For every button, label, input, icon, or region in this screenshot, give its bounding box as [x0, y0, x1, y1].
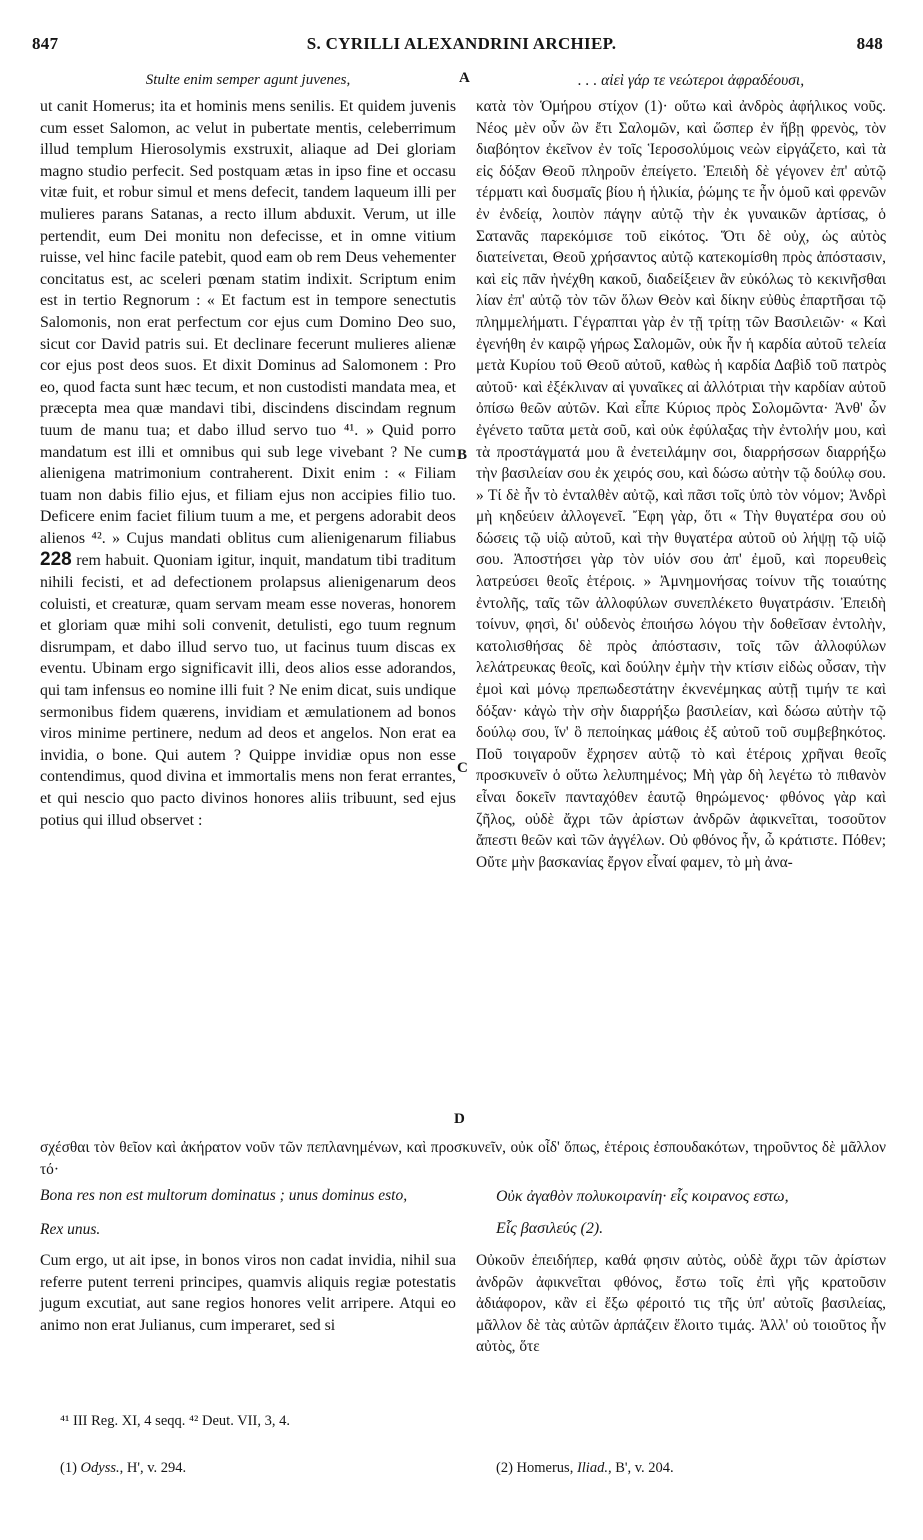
- margin-letter-a: A: [459, 70, 470, 86]
- latin-subheading: Bona res non est multorum dominatus ; unus dominus esto,: [40, 1187, 408, 1204]
- greek-subheading-2: Εἷς βασιλεύς (2).: [496, 1220, 604, 1237]
- greek-text-part-2: Οὐκοῦν ἐπειδήπερ, καθά φησιν αὐτὸς, οὐδὲ ἄχρι τῶν ἀρίστων ἀνδρῶν ἀφικνεῖται φθόνος, ἔστω τοῖς ἐπὶ γῆς κρατοῦσιν ἀδιάφορον, κἂν εἰ ἔξω φέροιτό τις τῆς ὑπ' αὐτοῖς βασιλείας, μᾶλλον δὲ τὰς αὐτῶν ἁρπάζειν ἕλοιτο τιμάς. Ἀλλ' οὐ τοιοῦτος ἦν αὐτὸς, ὅτε: [476, 1252, 886, 1356]
- running-title: S. CYRILLI ALEXANDRINI ARCHIEP.: [306, 34, 617, 53]
- margin-letter-d: D: [454, 1111, 465, 1127]
- latin-column-main: [40, 96, 456, 1120]
- margin-letter-c: C: [457, 760, 468, 776]
- footnote-2-work: Iliad.: [576, 1460, 608, 1476]
- margin-letter-b: B: [457, 447, 468, 463]
- footnote-1-rest: , H', v. 294.: [119, 1460, 187, 1476]
- scripture-references: ⁴¹ III Reg. XI, 4 seqq. ⁴² Deut. VII, 3, 4.: [60, 1413, 290, 1429]
- latin-text-part-3: Cum ergo, ut ait ipse, in bonos viros non cadat invidia, nihil sua referre putent terreni principes, quamvis aliquis regiæ potestatis jugum excutiat, aut sane regios honores velit arripere. Atqui eo animo non erat Julianus, cum imperaret, sed si: [40, 1252, 456, 1334]
- footnote-1-work: Odyss.: [80, 1460, 120, 1476]
- latin-text-part-2: rem habuit. Quoniam igitur, inquit, mandatum tibi traditum nihili fecisti, et ad defectionem prolapsus alienigenarum deos coluisti, et creaturæ, quam servam meam esse noveras, honorem et gloriam quæ mihi soli convenit, detulisti, ego tuum regnum disrumpam, et dabo illud servo tuo, ut facinus tuum discas ex eventu. Ubinam ergo significavit illi, deos alios esse adorandos, qui tam infensus eo nomine illi fuit ? Ne enim dicat, suis undique sermonibus fidem quærens, invidiam et æmulationem ad bonos viros minime pertinere, nedum ad deos et angelos. Non erat ea invidia, o bone. Qui autem ? Quippe invidiæ opus non esse contendimus, quod divina et immortalis mens non ferat errantes, et qui nescio quo pacto divinos honores aliis tribuunt, sed ejus potius qui illud observet :: [40, 552, 456, 829]
- footnote-2: [496, 1460, 674, 1477]
- footnote-1-number: (1): [60, 1460, 77, 1476]
- page-marker-228: 228: [40, 549, 72, 571]
- page-number-right: 848: [856, 34, 883, 53]
- footnote-2-rest: , B', v. 204.: [607, 1460, 674, 1476]
- page-number-left: 847: [32, 34, 59, 53]
- greek-column-main: [476, 96, 886, 1120]
- greek-column-lower: [476, 1250, 886, 1380]
- latin-text-part-1: ut canit Homerus; ita et hominis mens senilis. Et quidem juvenis cum esset Salomon, ac velut in pubertate mentis, celeberrimum illud templum Hierosolymis exstruxit, aliaque ad Dei gloriam magno studio perfecit. Sed postquam ætas in ipso fine et occasu vitæ fuit, et robur simul et mens defecit, tandem laqueum illi per mulieres parans Satanas, a recto illum abduxit. Verum, ut ille pertendit, eum Dei monitu non defecisse, et in omne vitium ruisse, vel hinc facile patebit, quod eam ob rem Deus vehementer concitatus est, ac sceleri pœnam statim indixit. Scriptum enim est in tertio Regnorum : « Et factum est in tempore senectutis Salomonis, non erat perfectum cor ejus cum Domino Deo suo, sicut cor David patris sui. Et declinare fecerunt mulieres alienæ cor ejus post deos suos. Et dixit Dominus ad Salomonem : Pro eo, quod facta sunt hæc tecum, et non custodisti mandata mea, et præcepta mea quæ mandavi tibi, discindens discindam regnum tuum de manu tua; et dabo illud servo tuo ⁴¹. » Quid porro mandatum est illi et omnibus qui sub lege vivebant ? Ne cum alienigena matrimonium contraherent. Dixit enim : « Filiam tuam non dabis filio ejus, et filiam ejus non accipies filio tuo. Deficere enim faciet filium tuum a me, et pergens adorabit deos alienos ⁴². » Cujus mandati oblitus cum alienigenarum filiabus: [40, 98, 456, 547]
- greek-epigraph: . . . αἰεὶ γάρ τε νεώτεροι ἀφραδέουσι,: [577, 72, 805, 89]
- footnote-1: [60, 1460, 186, 1477]
- greek-subheading: Οὐκ ἀγαθὸν πολυκοιρανίη· εἷς κοιρανος εστω,: [496, 1188, 789, 1205]
- latin-epigraph: Stulte enim semper agunt juvenes,: [145, 72, 351, 88]
- greek-continuation-full-width: σχέσθαι τὸν θεῖον καὶ ἀκήρατον νοῦν τῶν πεπλανημένων, καὶ προσκυνεῖν, οὐκ οἶδ' ὅπως, ἑτέροις ἐσπουδακότων, τηροῦντος δὲ μᾶλλον τό·: [40, 1139, 886, 1178]
- latin-column-lower: [40, 1250, 456, 1380]
- greek-text-part-1: κατὰ τὸν Ὁμήρου στίχον (1)· οὕτω καὶ ἀνδρὸς ἀφήλικος νοῦς. Νέος μὲν οὖν ὢν ἔτι Σαλομῶν, καὶ ὥσπερ ἐν ἥβῃ φρενὸς, τὸν διαβόητον ἐκεῖνον ἐν τοῖς Ἱεροσολύμοις νεὼν εἰργάζετο, καὶ τὰ εἰς δόξαν Θεοῦ πληροῦν ἐπείγετο. Ἐπειδὴ δὲ γέγονεν ἐπ' αὐτῷ τέρματι καὶ δυσμαῖς βίου ἡ ἡλικία, ῥώμης τε ἦν ὁμοῦ καὶ φρενῶν ἐν ἐνδείᾳ, λοιπὸν πάγην αὐτῷ τὴν ἐκ γυναικῶν ἀρτίσας, ὁ Σατανᾶς παρεκόμισε τοῦ εἰκότος. Ὅτι δὲ οὐχ, ὡς αὐτὸς διατείνεται, Θεοῦ χρήσαντος αὐτῷ κατεκομίσθη πρὸς ἀπόστασιν, καὶ εἰς πᾶν ἠνέχθη κακοῦ, διαδείξειεν ἂν εὐκόλως τὸ κεκινῆσθαι λίαν ἐπ' αὐτῷ τὸν τῶν ὅλων Θεὸν καὶ δίκην εὐθὺς ἐπαρτῆσαι τῷ πλημμελήματι. Γέγραπται γὰρ ἐν τῇ τρίτῃ τῶν Βασιλειῶν· « Καὶ ἐγενήθη ἐν καιρῷ γήρως Σαλομῶν, οὐκ ἦν ἡ καρδία αὐτοῦ τελεία μετὰ Κυρίου τοῦ Θεοῦ αὐτοῦ, καθὼς ἡ καρδία Δαβὶδ τοῦ πατρὸς αὐτοῦ· καὶ ἐξέκλιναν αἱ γυναῖκες αἱ ἀλλότριαι τὴν καρδίαν αὐτοῦ ὀπίσω θεῶν αὐτῶν. Καὶ εἶπε Κύριος πρὸς Σολομῶντα· Ἀνθ' ὧν ἐγένετο ταῦτα μετὰ σοῦ, καὶ οὐκ ἐφύλαξας τὴν ἐντολήν μου, καὶ τὰ προστάγματά μου ἃ ἐνετειλάμην σοι, διαρρήσσων διαρρήξω τὴν βασιλείαν σου ἐκ χειρός σου, καὶ δώσω αὐτὴν τῷ δούλῳ σου. » Τί δὲ ἦν τὸ ἐνταλθὲν αὐτῷ, καὶ πᾶσι τοῖς ὑπὸ τὸν νόμον; Ἀνδρὶ μὴ κηδεύειν ἀλλογενεῖ. Ἔφη γὰρ, ὅτι « Τὴν θυγατέρα σου οὐ δώσεις τῷ υἱῷ αὐτοῦ, καὶ τὴν θυγατέρα αὐτοῦ οὐ λήψῃ τῷ υἱῷ σου. Ἀποστήσει γὰρ τὸν υἱόν σου ἀπ' ἐμοῦ, καὶ πορευθεὶς λατρεύσει θεοῖς ἑτέροις. » Ἀμνημονήσας τοίνυν τῆς τοιαύτης ἐντολῆς, ταῖς τῶν ἀλλοφύλων συνεπλέκετο θυγατράσιν. Ἐπειδὴ τοίνυν, φησὶ, δι' οὐδενὸς ἐποιήσω λόγου τὴν δοθεῖσαν ἐντολὴν, κατολισθήσας δὲ πρὸς ἀπόστασιν, τοῖς τῶν ἀλλοφύλων λελάτρευκας θεοῖς, καὶ δούλην ἐμὴν τὴν κτίσιν εἰδὼς οὖσαν, τὴν ἐμοὶ καὶ μόνῳ πρεπωδεστάτην ἐκνενέμηκας αὐτῇ τιμήν τε καὶ δόξαν· κἀγὼ τὴν σὴν διαρρήξω βασιλείαν, καὶ δώσω αὐτὴν τῷ δούλῳ σου, ἵν' ὃ πεποίηκας μάθοις ἐξ αὐτοῦ τοῦ συμβεβηκότος. Ποῦ τοιγαροῦν ἔχρησεν αὐτῷ τὸ καὶ ἑτέροις χρῆναι θεοῖς προσκυνεῖν ὁ οὕτω λελυπημένος; Μὴ γὰρ δὴ λεγέτω τὸ πιθανὸν εἶναι δοκεῖν πανταχόθεν ἑαυτῷ θηρώμενος· φθόνος γὰρ καὶ ζῆλος, οὐδὲ ἄχρι τῶν ἀρίστων ἀνδρῶν ἀφικνεῖται, τοσοῦτον ἄπεστι θεῶν καὶ τῶν ἀγγέλων. Οὐ φθόνος ἦν, ὦ κράτιστε. Πόθεν; Οὔτε μὴν βασκανίας ἔργον εἶναί φαμεν, τὸ μὴ ἀνα-: [476, 98, 886, 871]
- footnote-2-number: (2) Homerus,: [496, 1460, 574, 1476]
- latin-subheading-2: Rex unus.: [40, 1221, 101, 1238]
